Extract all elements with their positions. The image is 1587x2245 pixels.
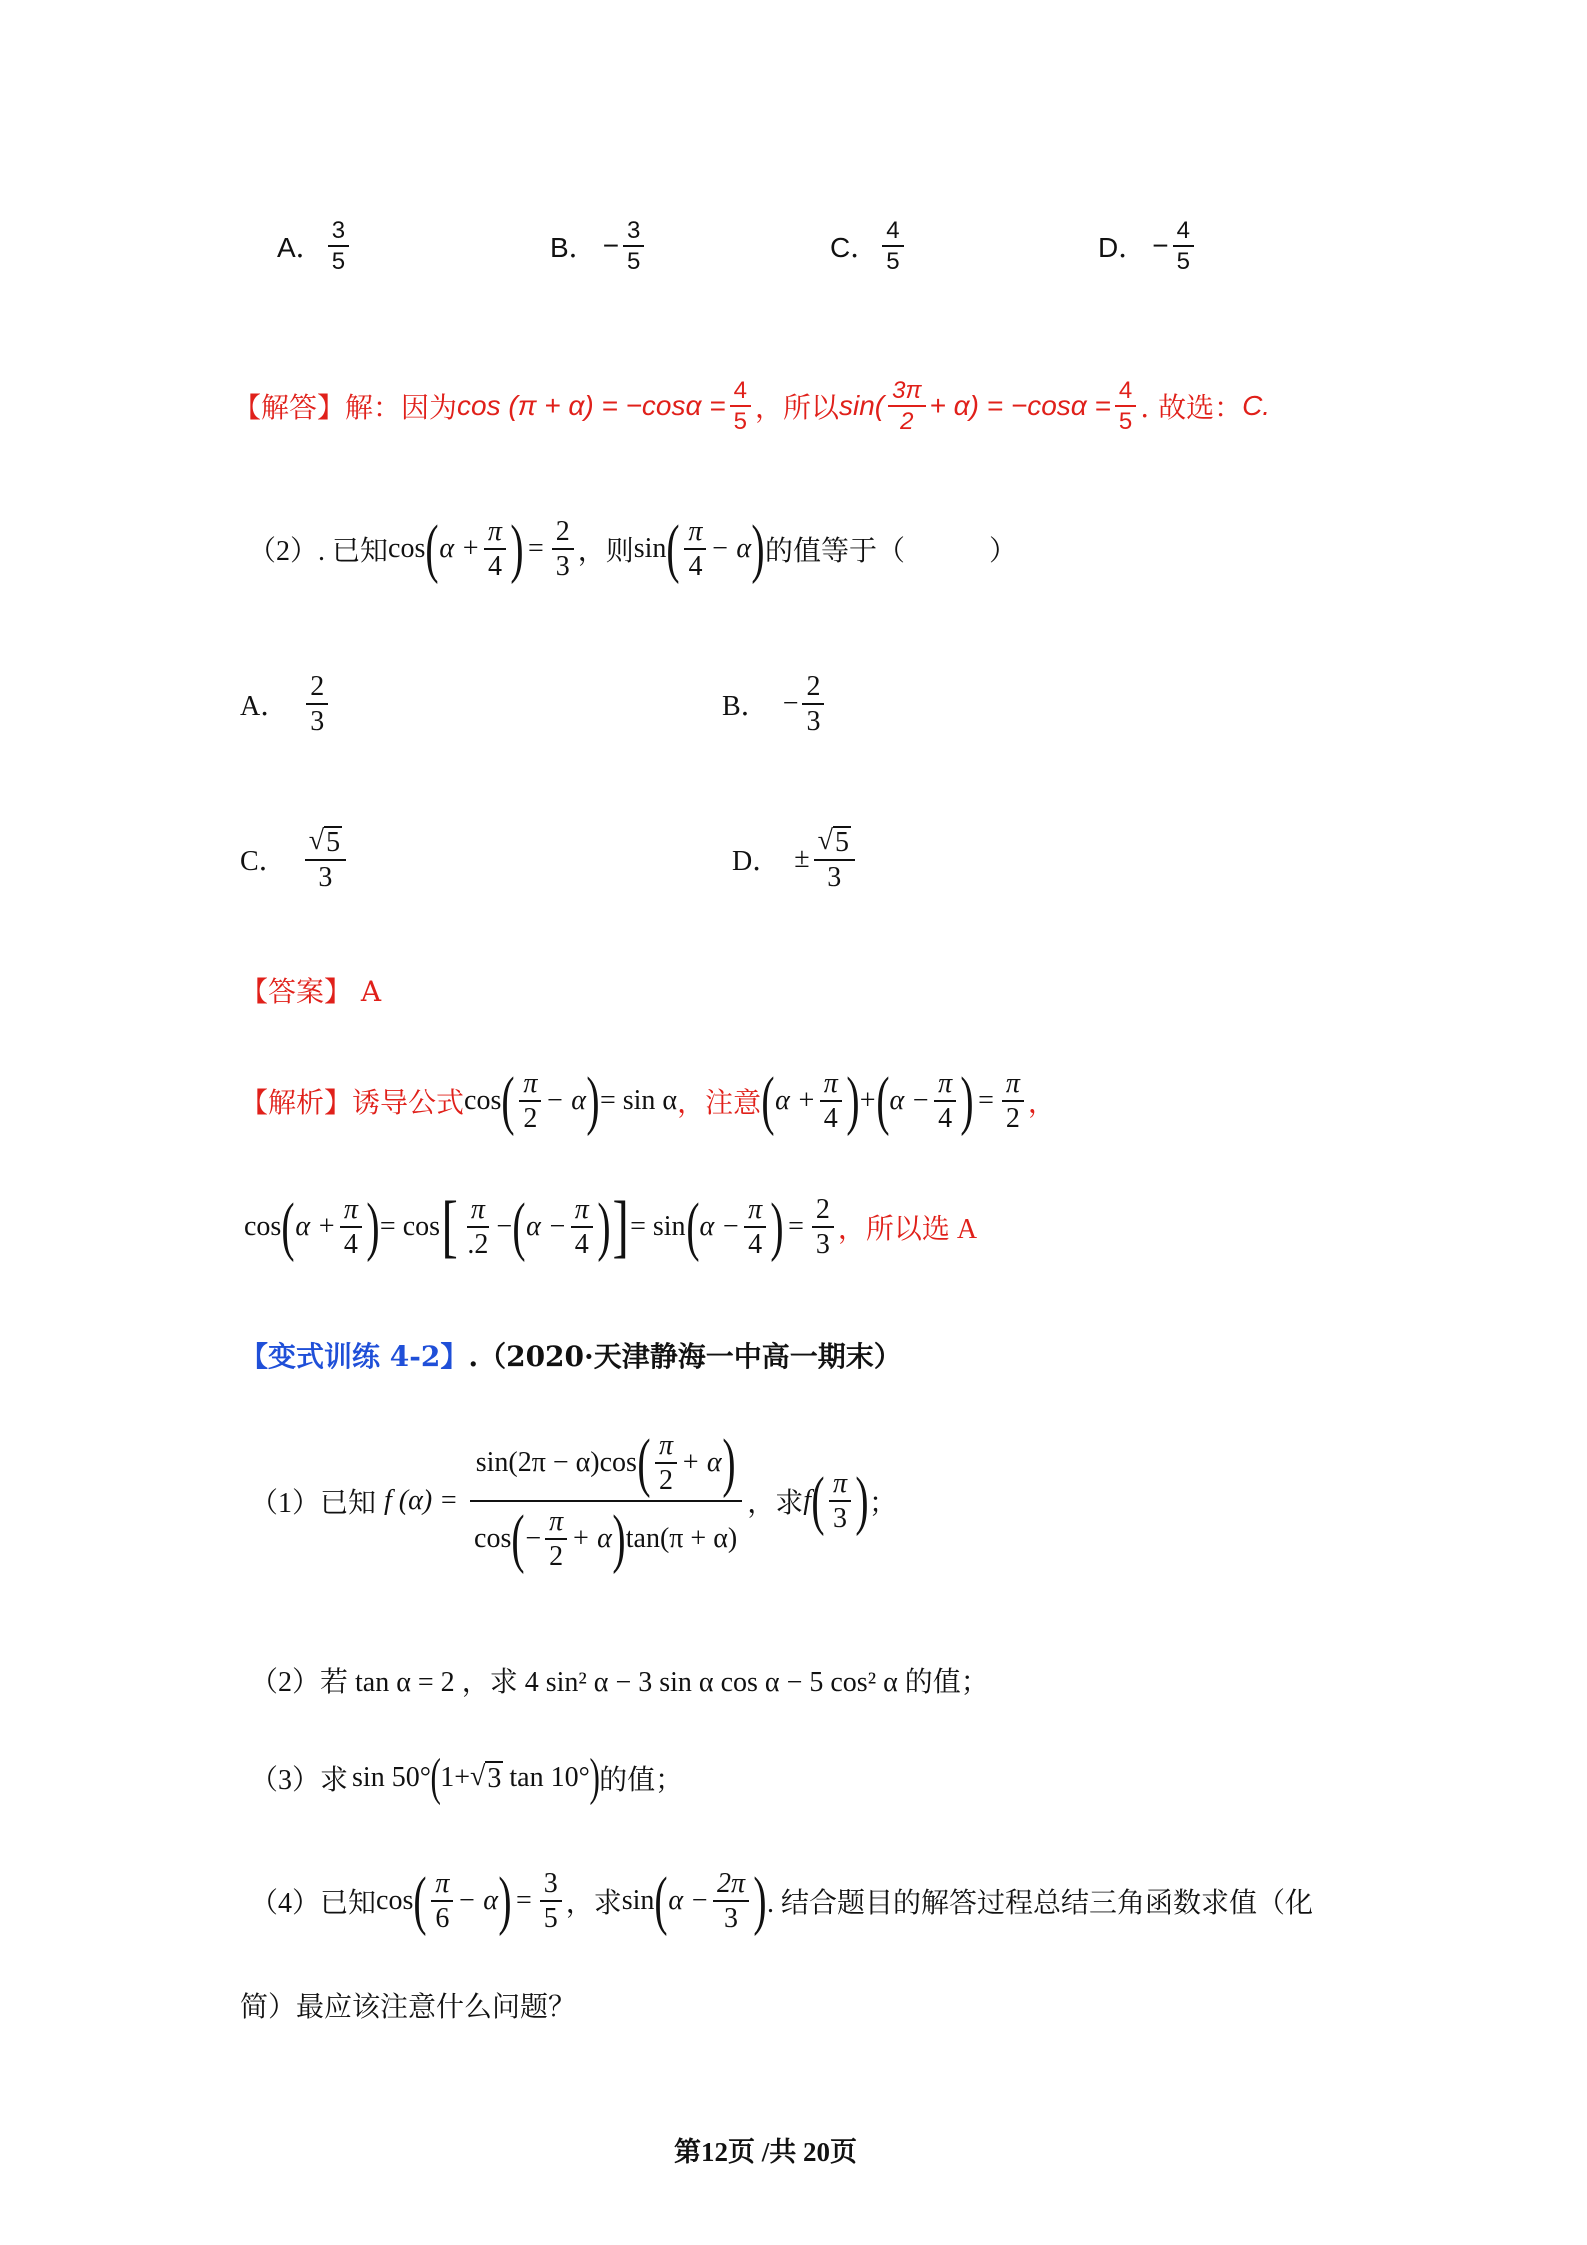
q2-option-d [732, 826, 859, 893]
minus: − [496, 1211, 513, 1242]
variant-tag: 【变式训练 4-2】 [240, 1340, 469, 1373]
right-paren: ) [753, 1864, 767, 1937]
v3-tail: 的值； [599, 1765, 684, 1796]
minus: − [525, 1523, 542, 1555]
left-paren: ( [761, 1064, 775, 1137]
v3-problem [250, 1749, 684, 1806]
note-text: ，注意 [677, 1088, 762, 1119]
right-paren: ) [960, 1064, 974, 1137]
option-fraction: $\frac{3}{5}$ [328, 218, 349, 274]
eq-sin: = sin α [599, 1085, 678, 1116]
pi-over-dot2: $\frac{\pi}{.2}$ [467, 1193, 489, 1260]
alpha-plus: α + [439, 533, 480, 564]
option-letter: B． [722, 691, 769, 723]
cos-text: cos [376, 1885, 414, 1916]
pi-over-4: $\frac{\pi}{4}$ [820, 1069, 842, 1134]
sin-text: sin [633, 533, 667, 564]
three-fifths: $\frac{3}{5}$ [540, 1869, 562, 1934]
q2-stem [248, 512, 1018, 585]
pi-over-4: $\frac{\pi}{4}$ [484, 517, 506, 582]
eq-cos: = cos [379, 1211, 441, 1242]
answer-expr2a: sin( [838, 390, 885, 422]
footer-sep: /共 [755, 2137, 804, 2167]
pi-over-4: $\frac{\pi}{4}$ [934, 1069, 956, 1134]
equals: = [515, 1885, 532, 1916]
v4-problem [250, 1864, 1314, 1937]
analysis-tag: 【解析】 [240, 1088, 353, 1119]
q1-option-a [277, 218, 353, 274]
left-paren: ( [413, 1864, 427, 1937]
right-paren: ) [751, 512, 765, 585]
v3-label: （3）求 [250, 1765, 349, 1796]
alpha-minus: α − [526, 1211, 567, 1242]
right-paren: ) [510, 512, 524, 585]
minus-alpha: − α [710, 533, 752, 564]
option-sign: ± [794, 843, 810, 875]
den-cos: cos [474, 1523, 512, 1555]
equals: = [527, 533, 544, 564]
right-paren: ) [589, 1749, 600, 1806]
right-paren: ) [855, 1464, 869, 1537]
eq-sin: = sin [630, 1211, 686, 1242]
cos-text: cos [464, 1085, 502, 1116]
right-paren: ) [846, 1064, 860, 1137]
option-fraction: $\frac{2}{3}$ [306, 672, 328, 737]
left-paren: ( [666, 512, 681, 585]
end-mark: ； [869, 1488, 898, 1519]
answer-value: A [360, 975, 382, 1008]
option-fraction: √ 5 3 [814, 826, 855, 893]
ask-text: ，求 [565, 1888, 622, 1919]
variant-source: .（2020·天津静海一中高一期末） [468, 1340, 902, 1373]
answer-lead: 解：因为 [345, 391, 458, 425]
v1-problem [250, 1426, 898, 1575]
alpha-minus: α − [668, 1885, 710, 1916]
q1-option-b [550, 218, 648, 274]
v2-label: （2）若 [250, 1667, 349, 1698]
left-paren: ( [637, 1426, 651, 1499]
right-paren: ) [612, 1502, 626, 1575]
v4-label: （4）已知 [250, 1888, 377, 1919]
minus-alpha: − α [457, 1885, 498, 1916]
left-paren: ( [430, 1749, 441, 1806]
q1-option-c [830, 218, 908, 274]
f-alpha: f (α) = [384, 1485, 459, 1516]
sin50: sin 50° [352, 1762, 431, 1793]
comma: ， [1027, 1088, 1056, 1119]
pi-over-4: $\frac{\pi}{4}$ [684, 517, 706, 582]
answer-choice: C. [1242, 390, 1271, 422]
page-number: 12 [701, 2137, 728, 2167]
ask-text: ，求 [747, 1488, 804, 1519]
sin-text: sin [621, 1885, 655, 1916]
option-sign: − [782, 688, 799, 720]
q1-answer [233, 378, 1270, 434]
alpha-minus: α − [699, 1211, 741, 1242]
answer-mid: ，所以 [754, 391, 839, 425]
den-tan: tan(π + α) [625, 1523, 738, 1555]
option-fraction: $\frac{2}{3}$ [802, 672, 824, 737]
two-thirds: $\frac{2}{3}$ [812, 1195, 834, 1260]
option-letter: A． [240, 691, 289, 723]
alpha-minus: α − [889, 1085, 931, 1116]
v4-line2: 简）最应该注意什么问题？ [240, 1992, 577, 2023]
pi-over-4: $\frac{\pi}{4}$ [340, 1195, 362, 1260]
right-bracket: ] [612, 1188, 629, 1265]
plus: + [859, 1085, 876, 1116]
analysis-tail: ，所以选 A [837, 1214, 978, 1245]
plus-alpha: + α [571, 1523, 612, 1555]
option-letter: C． [240, 846, 287, 878]
plus-alpha: + α [680, 1447, 722, 1479]
answer-frac2: $\frac{3\pi}{2}$ [888, 378, 925, 434]
equals: = [788, 1211, 804, 1242]
equals: = [978, 1085, 994, 1116]
answer-frac3: $\frac{4}{5}$ [1115, 378, 1136, 434]
left-paren: ( [875, 1064, 890, 1137]
alpha-plus: α + [775, 1085, 816, 1116]
v2-tail: 的值； [904, 1667, 989, 1698]
option-letter: D． [1098, 232, 1147, 264]
q2-analysis-line1 [240, 1064, 1056, 1137]
left-paren: ( [511, 1502, 525, 1575]
q2-tail: 的值等于（ ） [765, 536, 1018, 567]
v2-condition: tan α = 2 [355, 1667, 455, 1698]
pi-over-4: $\frac{\pi}{4}$ [571, 1195, 593, 1260]
option-letter: B． [550, 232, 597, 264]
left-paren: ( [501, 1064, 515, 1137]
answer-tail: . 故选： [1140, 391, 1243, 425]
left-paren: ( [685, 1190, 700, 1263]
right-paren: ) [498, 1864, 512, 1937]
q2-option-a [240, 672, 332, 737]
option-sign: − [602, 230, 620, 262]
then-text: ，则 [577, 536, 634, 567]
footer-text: 页 [728, 2137, 755, 2167]
left-bracket: [ [441, 1188, 458, 1265]
total-pages: 20 [803, 2137, 831, 2167]
v2-expression: 4 sin² α − 3 sin α cos α − 5 cos² α [524, 1667, 898, 1698]
right-paren: ) [366, 1190, 380, 1263]
variant-header [240, 1335, 902, 1375]
answer-tag: 【解答】 [233, 391, 346, 425]
ask-text: ，求 [461, 1667, 518, 1698]
pi-over-2: $\frac{\pi}{2}$ [1002, 1069, 1024, 1134]
left-paren: ( [512, 1190, 526, 1263]
v4-tail: . 结合题目的解答过程总结三角函数求值（化 [767, 1888, 1314, 1919]
analysis-lead: 诱导公式 [352, 1088, 465, 1119]
option-fraction: $\frac{4}{5}$ [1173, 218, 1194, 274]
answer-tag: 【答案】 [240, 975, 353, 1008]
v2-problem [250, 1660, 989, 1700]
right-paren: ) [770, 1190, 784, 1263]
pi-over-6: $\frac{\pi}{6}$ [431, 1869, 453, 1934]
num-a: sin(2π − α)cos [475, 1447, 637, 1479]
option-letter: A． [277, 232, 324, 264]
answer-expr2b: + α) = −cosα = [929, 390, 1111, 422]
option-sign: − [1152, 230, 1169, 262]
sqrt3: √ 3 [470, 1761, 502, 1794]
pi-over-3: $\frac{\pi}{3}$ [829, 1469, 851, 1534]
f-text: f [803, 1485, 812, 1516]
left-paren: ( [811, 1464, 825, 1537]
q2-answer [240, 970, 381, 1010]
cos-text: cos [244, 1211, 282, 1242]
pi-over-4: $\frac{\pi}{4}$ [744, 1195, 766, 1260]
cos-text: cos [388, 533, 426, 564]
q2-label: （2）. 已知 [248, 536, 389, 567]
option-fraction: √ 5 3 [305, 826, 346, 893]
q2-analysis-line2 [244, 1188, 978, 1265]
option-letter: D． [732, 846, 781, 878]
right-paren: ) [586, 1064, 600, 1137]
right-paren: ) [597, 1190, 611, 1263]
option-letter: C． [830, 232, 879, 264]
answer-expr1: cos (π + α) = −cosα = [457, 390, 726, 422]
v1-big-fraction: sin(2π − α)cos ( $\frac{\pi}{2}$ + α ) cos ( − $\frac{\pi}{2}$ + α ) tan(π + α) [468, 1430, 743, 1572]
q1-option-d [1098, 218, 1198, 274]
left-paren: ( [281, 1190, 295, 1263]
two-thirds: $\frac{2}{3}$ [552, 517, 574, 582]
left-paren: ( [425, 512, 439, 585]
q2-option-c [240, 826, 350, 893]
tan10: tan 10° [509, 1762, 590, 1793]
footer-text: 页 [830, 2137, 858, 2167]
minus-alpha: − α [545, 1085, 586, 1116]
footer-text: 第 [674, 2137, 701, 2167]
page-footer [674, 2130, 857, 2169]
alpha-plus: α + [295, 1211, 336, 1242]
two-pi-over-3: $\frac{2\pi}{3}$ [713, 1869, 749, 1934]
answer-frac1: $\frac{4}{5}$ [730, 378, 751, 434]
q2-option-b [722, 672, 828, 737]
right-paren: ) [721, 1426, 736, 1499]
pi-over-2: $\frac{\pi}{2}$ [519, 1069, 541, 1134]
left-paren: ( [654, 1864, 669, 1937]
option-fraction: $\frac{3}{5}$ [623, 218, 644, 274]
v1-label: （1）已知 [250, 1488, 377, 1519]
one-plus: 1+ [440, 1762, 471, 1793]
option-fraction: $\frac{4}{5}$ [882, 218, 903, 274]
